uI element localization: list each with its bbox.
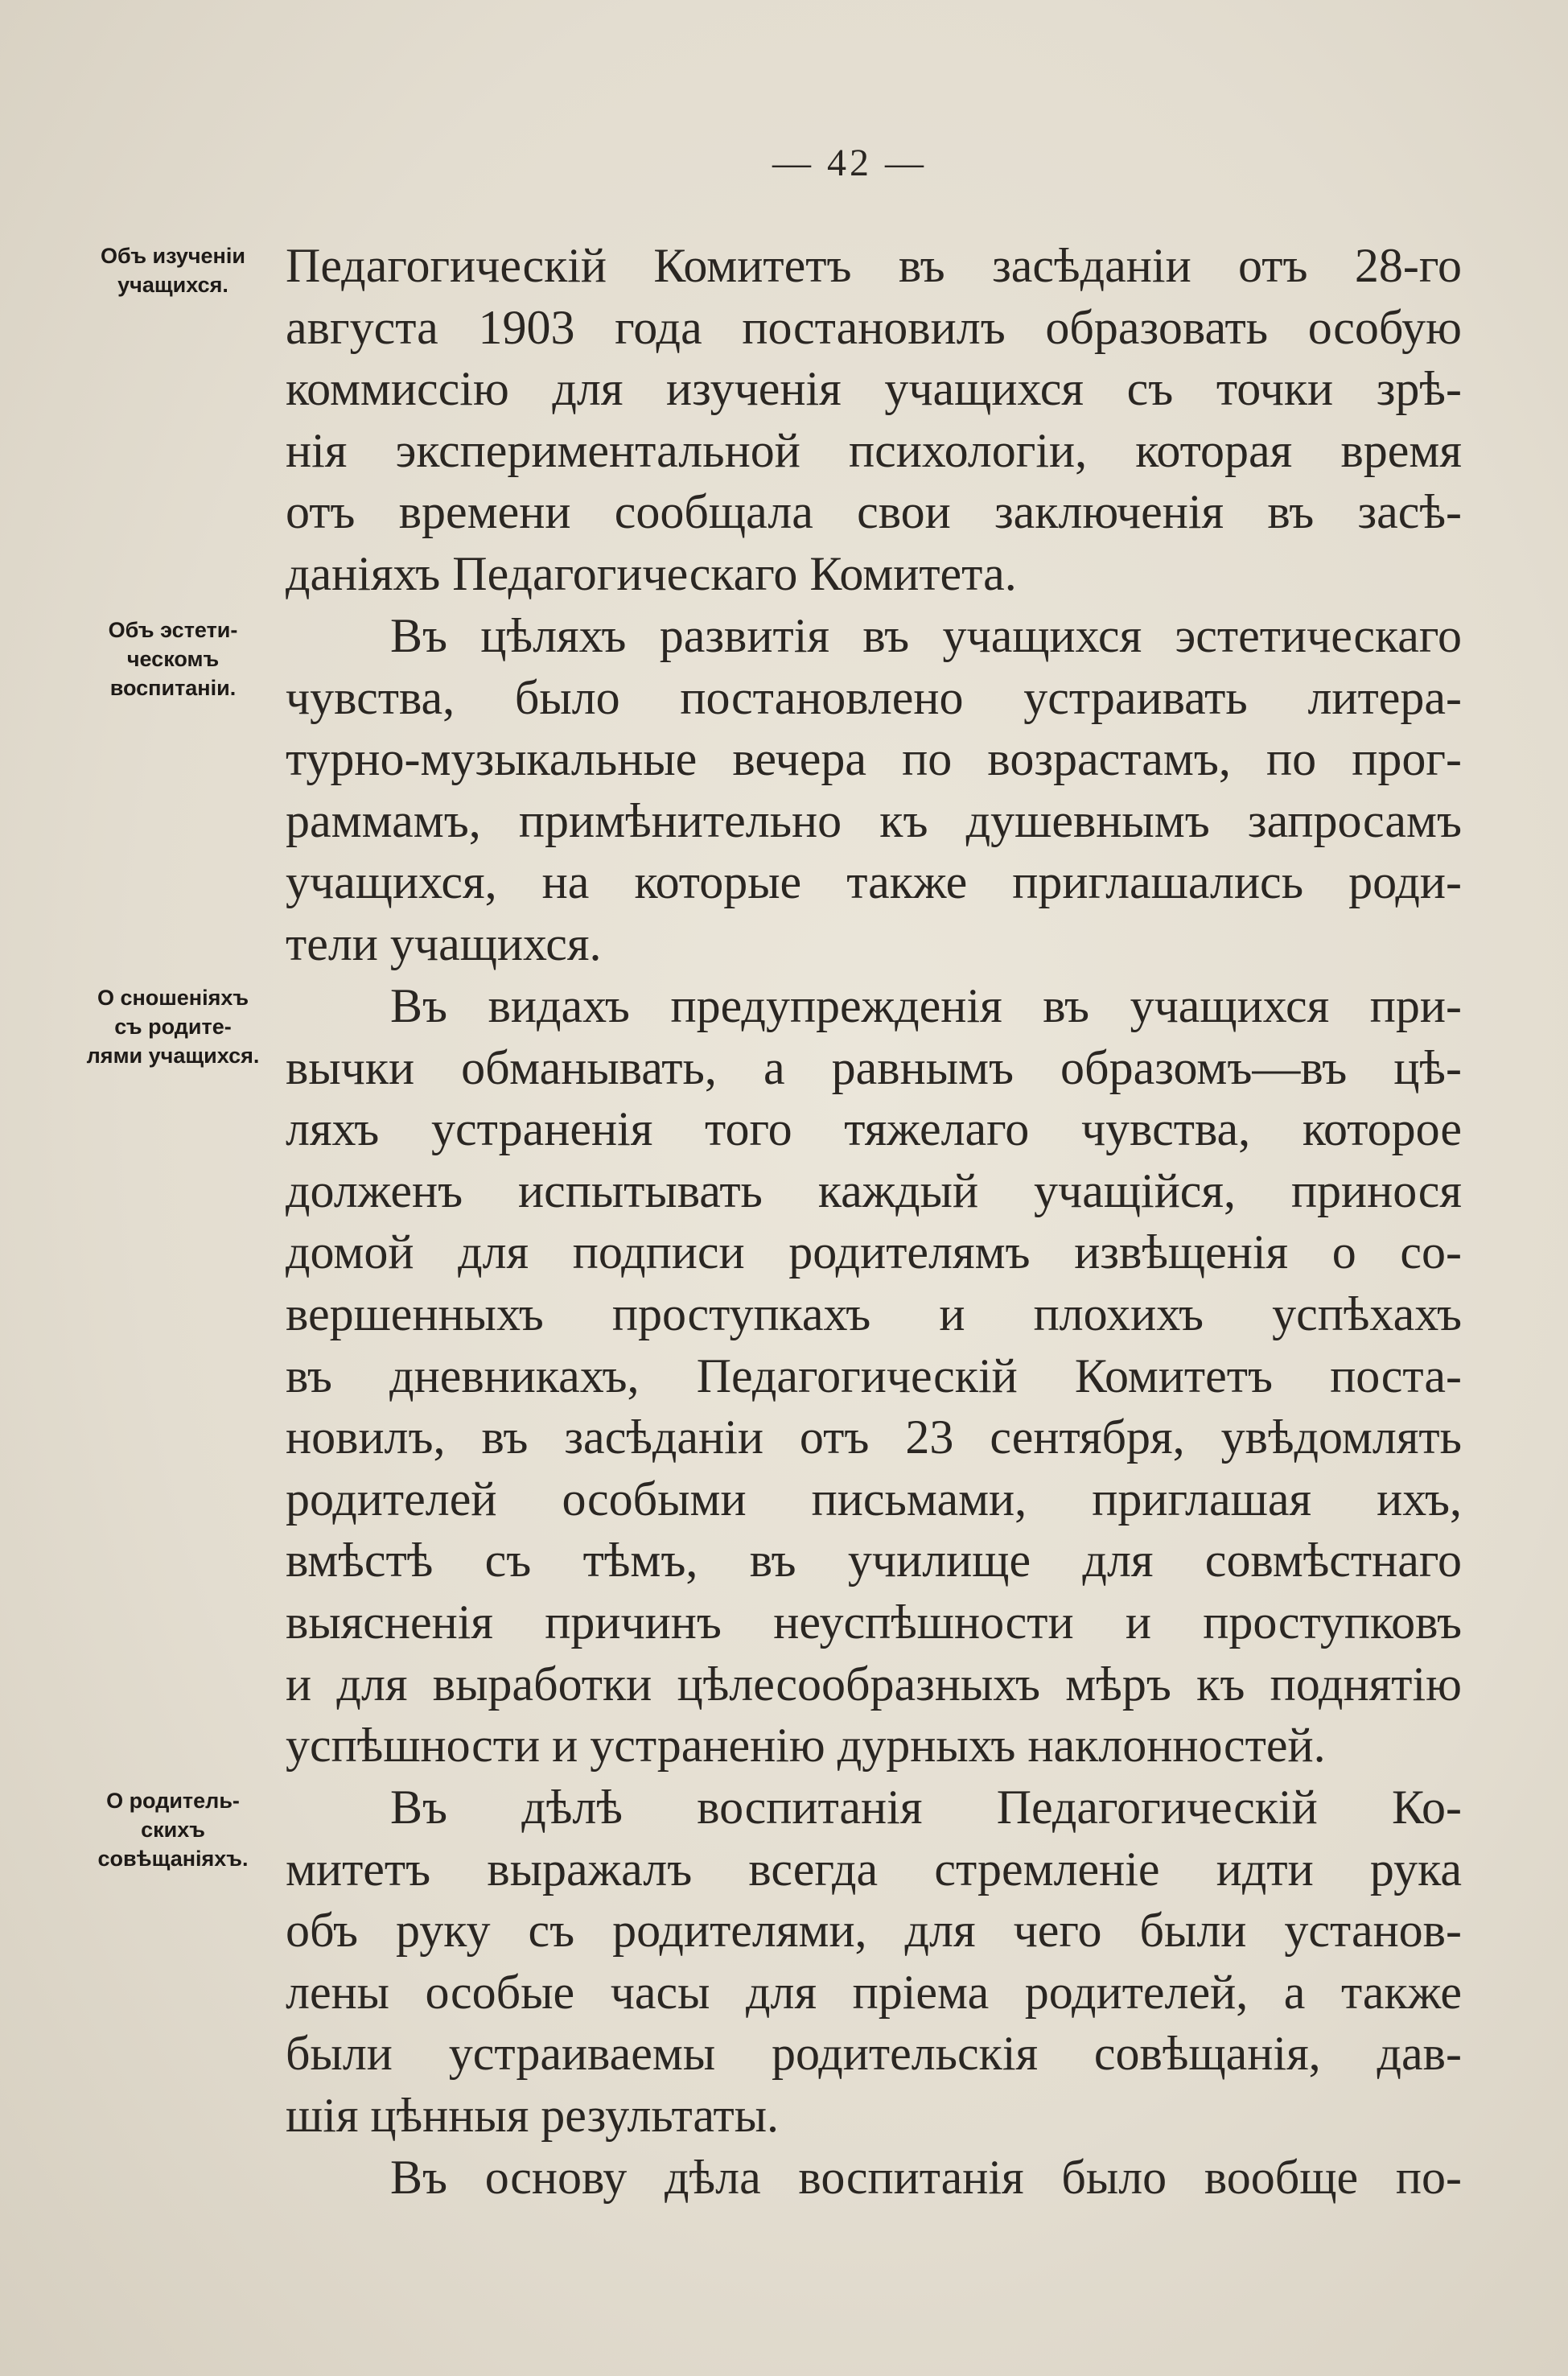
text-line: лены особые часы для пріема родителей, а также [286,1965,1462,2019]
margin-note-parents-relations [56,983,290,1070]
text-line: ляхъ устраненія того тяжелаго чувства, которое [286,1102,1462,1156]
text-line: вмѣстѣ съ тѣмъ, въ училище для совмѣстнаго [286,1534,1462,1587]
paragraph-continued [286,2147,1462,2209]
margin-note-line: ческомъ [126,647,220,671]
text-line: родителей особыми письмами, приглашая ихъ, [286,1472,1462,1526]
paragraph-aesthetic [286,605,1462,975]
text-line: митетъ выражалъ всегда стремленіе идти рука [286,1842,1462,1896]
text-line: Педагогическій Комитетъ въ засѣданіи отъ 28-го [286,239,1462,292]
margin-note-parent-meetings [56,1786,290,1873]
text-line: новилъ, въ засѣданіи отъ 23 сентября, увѣдомлять [286,1410,1462,1464]
text-line: Въ основу дѣла воспитанія было вообще по- [390,2151,1462,2204]
text-line: въ дневникахъ, Педагогическій Комитетъ поста- [286,1349,1462,1402]
paragraph-parent-meetings [286,1777,1462,2147]
paragraph-parents-relations [286,975,1462,1777]
text-line: выясненія причинъ неуспѣшности и проступковъ [286,1595,1462,1649]
text-line: шія цѣнныя результаты. [286,2088,780,2142]
text-line: Въ цѣляхъ развитія въ учащихся эстетическаго [390,609,1462,662]
margin-note-line: воспитаніи. [109,676,237,700]
margin-note-line: учащихся. [117,273,228,297]
margin-note-line: Объ эстети- [108,618,238,642]
text-line: раммамъ, примѣнительно къ душевнымъ запросамъ [286,793,1462,847]
margin-note-line: лями учащихся. [86,1044,260,1068]
text-line: даніяхъ Педагогическаго Комитета. [286,546,1017,600]
text-line: учащихся, на которые также приглашались роди- [286,855,1462,909]
margin-note-study [56,241,290,299]
text-line: долженъ испытывать каждый учащійся, принося [286,1163,1462,1217]
text-line: вычки обманывать, а равнымъ образомъ—въ цѣ- [286,1040,1462,1094]
text-line: турно-музыкальные вечера по возрастамъ, по прог- [286,732,1462,786]
margin-note-line: совѣщаніяхъ. [97,1847,249,1871]
text-line: и для выработки цѣлесообразныхъ мѣръ къ поднятію [286,1657,1462,1711]
margin-note-line: съ родите- [114,1015,232,1039]
margin-note-line: О сношеніяхъ [97,986,249,1010]
text-line: домой для подписи родителямъ извѣщенія о со- [286,1225,1462,1279]
text-line: были устраиваемы родительскія совѣщанія, дав- [286,2027,1462,2081]
text-line: нія экспериментальной психологіи, которая время [286,423,1462,477]
paragraph-study [286,235,1462,605]
text-line: Въ видахъ предупрежденія въ учащихся при- [390,979,1462,1032]
margin-note-line: О родитель- [106,1789,240,1813]
margin-note-line: Объ изученіи [101,244,245,268]
margin-note-line: скихъ [141,1818,205,1842]
text-line: Въ дѣлѣ воспитанія Педагогическій Ко- [390,1781,1462,1834]
text-line: коммиссію для изученія учащихся съ точки зрѣ- [286,362,1462,416]
text-line: отъ времени сообщала свои заключенія въ засѣ- [286,485,1462,539]
text-line: вершенныхъ проступкахъ и плохихъ успѣхахъ [286,1287,1462,1340]
text-line: успѣшности и устраненію дурныхъ наклонностей. [286,1719,1326,1773]
text-line: чувства, было постановлено устраивать литера- [286,670,1462,724]
text-line: тели учащихся. [286,916,602,970]
page-number: — 42 — [772,142,927,184]
text-line: августа 1903 года постановилъ образовать особую [286,300,1462,354]
margin-note-aesthetic [56,616,290,702]
text-line: объ руку съ родителями, для чего были установ- [286,1904,1462,1958]
